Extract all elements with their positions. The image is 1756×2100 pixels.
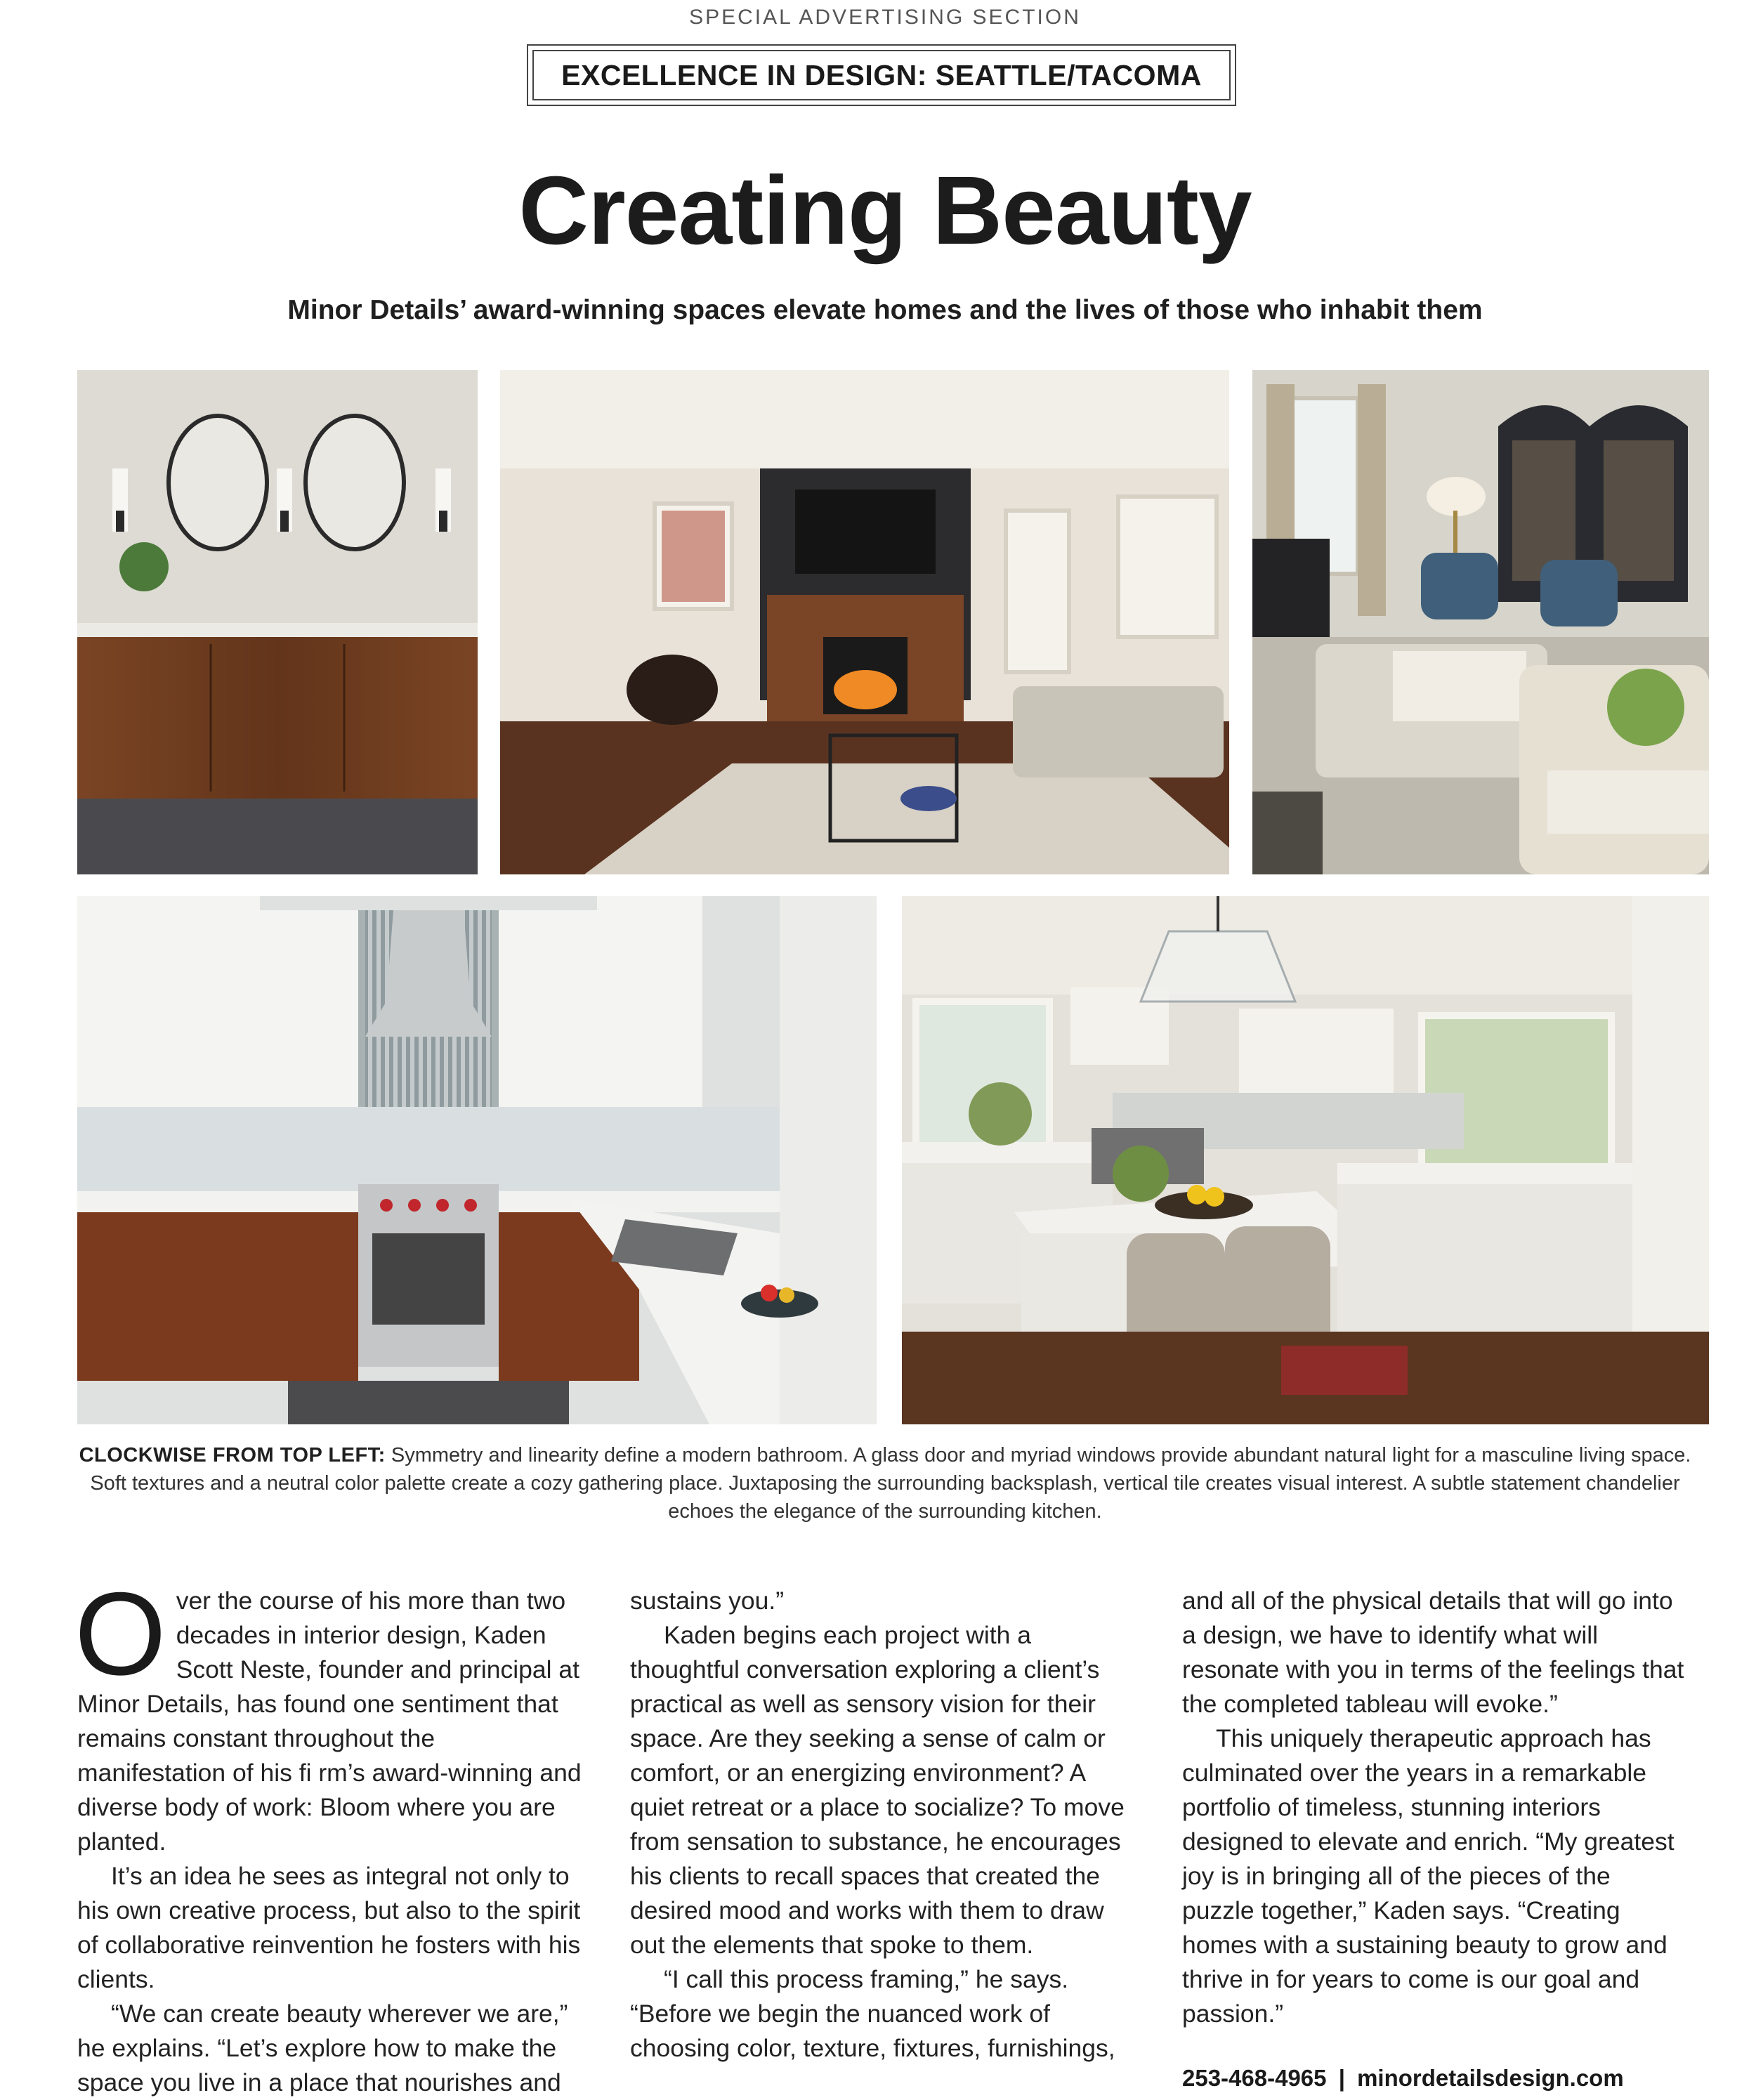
photo-white-kitchen: [902, 896, 1709, 1424]
paragraph-text: ver the course of his more than two decades in interior design, Kaden Scott Neste, founder and principal at Minor Details, has found one sentiment that remains constant throughout the manifestation of his fi rm’s award-winning and diverse body of work: Bloom where you are planted.: [77, 1587, 582, 1856]
photo-gathering-room: [1252, 370, 1709, 874]
page-subtitle: Minor Details’ award-winning spaces elevate homes and the lives of those who inhabit them: [287, 295, 1483, 325]
paragraph: It’s an idea he sees as integral not only to his own creative process, but also to the spirit of collaborative reinvention he fosters with his clients.: [77, 1862, 581, 1993]
article-column-1: [74, 1568, 583, 2100]
section-label: SPECIAL ADVERTISING SECTION: [689, 6, 1081, 29]
phone-number: 253-468-4965: [1182, 2065, 1327, 2091]
caption-text: Symmetry and linearity define a modern bathroom. A glass door and myriad windows provide abundant natural light for a masculine living space. Soft textures and a neutral color palette create a cozy gathering place. Juxtaposing the surrounding backsplash, vertical tile creates visual interest. A subtle statement chandelier echoes the elegance of the surrounding kitchen.: [90, 1444, 1691, 1523]
photo-walnut-kitchen: [77, 896, 877, 1424]
article-column-2: [630, 1584, 1136, 2066]
paragraph: and all of the physical details that will go into a design, we have to identify what will resonate with you in terms of the feelings that the completed tableau will evoke.”: [1182, 1587, 1684, 1718]
photo-caption: [74, 1441, 1696, 1525]
contact-separator: |: [1338, 2065, 1345, 2091]
paragraph: Kaden begins each project with a thoughtful conversation exploring a client’s practical as well as sensory vision for their space. Are they seeking a sense of calm or comfort, or an energizing environment? A quiet retreat or a place to socialize? To move from sensation to substance, he encourages his clients to recall spaces that created the desired mood and works with them to draw out the elements that spoke to them.: [630, 1621, 1125, 1959]
website-link[interactable]: minordetailsdesign.com: [1357, 2065, 1624, 2091]
paragraph: “I call this process framing,” he says. “Before we begin the nuanced work of choosing color, texture, fixtures, furnishings,: [630, 1965, 1115, 2062]
paragraph: sustains you.”: [630, 1587, 785, 1615]
photo-bathroom: [77, 370, 478, 874]
drop-cap: O: [74, 1568, 166, 1700]
paragraph: This uniquely therapeutic approach has culminated over the years in a remarkable portfolio of timeless, stunning interiors designed to elevate and enrich. “My greatest joy is in bringing all of the pieces of the puzzle together,” Kaden says. “Creating homes with a sustaining beauty to grow and thrive in for years to come is our goal and passion.”: [1182, 1724, 1675, 2028]
photo-living-room: [500, 370, 1229, 874]
paragraph: “We can create beauty wherever we are,” he explains. “Let’s explore how to make the space you live in a place that nourishes and: [77, 2000, 568, 2096]
section-banner: [527, 44, 1236, 106]
paragraph: [74, 1568, 583, 1859]
page-title: Creating Beauty: [518, 157, 1252, 265]
banner-text: EXCELLENCE IN DESIGN: SEATTLE/TACOMA: [532, 50, 1231, 100]
caption-lead: CLOCKWISE FROM TOP LEFT:: [79, 1444, 386, 1466]
article-column-3: [1182, 1584, 1688, 2031]
contact-line: [1182, 2065, 1716, 2092]
